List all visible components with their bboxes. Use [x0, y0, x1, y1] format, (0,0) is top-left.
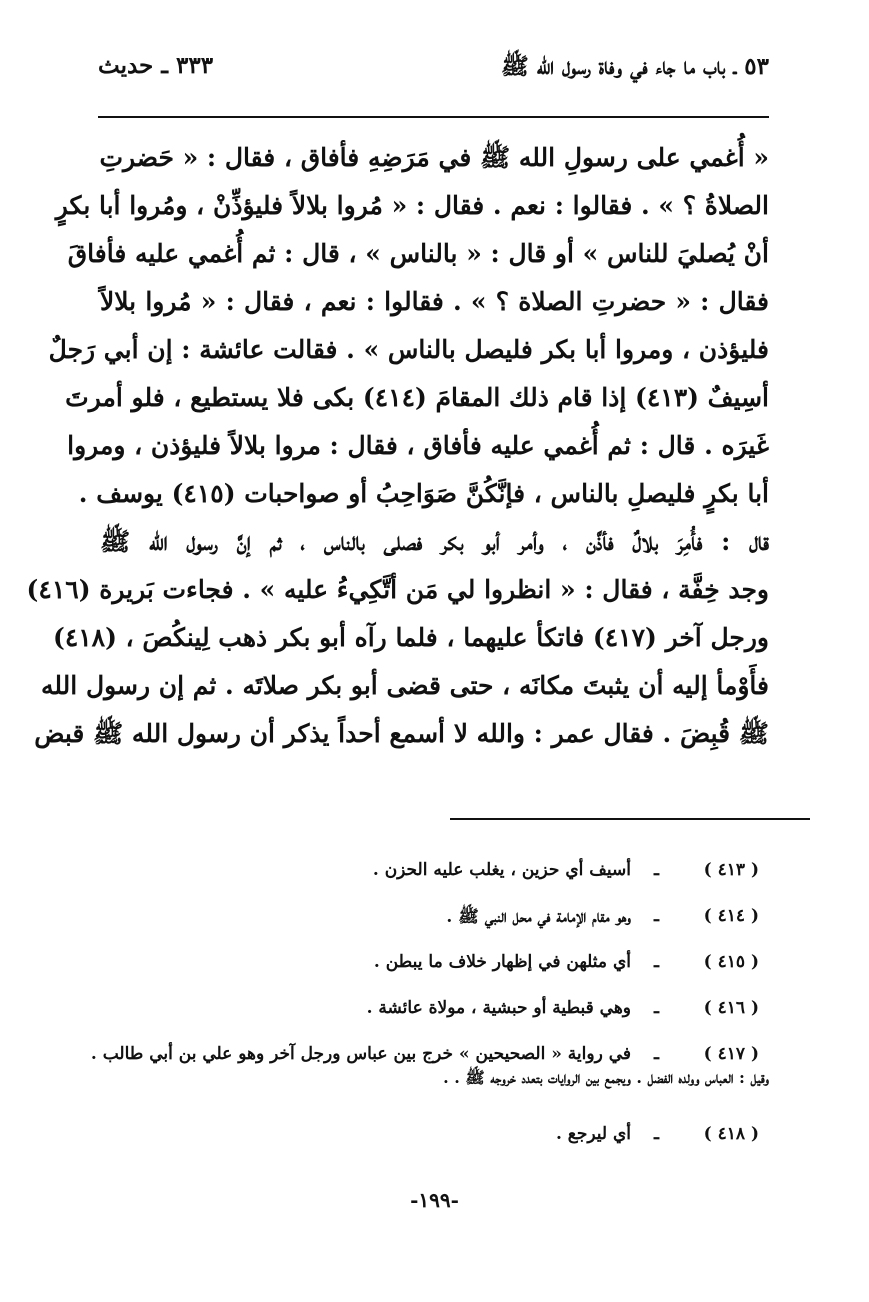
footnote-dash: ـ — [654, 1124, 659, 1144]
text-line: فأَوْمأ إليه أن يثبتَ مكانَه ، حتى قضى أبو بكر صلاتَه . ثم إن رسول الله — [41, 671, 769, 700]
footnote-number: ( ٤١٤ ) — [703, 906, 759, 926]
footnote-text: في رواية « الصحيحين » خرج بين عباس ورجل آخر وهو علي بن أبي طالب . — [90, 1044, 631, 1064]
footnote-text: وهي قبطية أو حبشية ، مولاة عائشة . — [366, 998, 631, 1018]
text-line: وجد خِفَّة ، فقال : « انظروا لي مَن أتَّكِيءُ عليه » . فجاءت بَريرة (٤١٦) — [26, 575, 769, 604]
text-line: فقال : « حضرتِ الصلاة ؟ » . فقالوا : نعم ، فقال : « مُروا بلالاً — [100, 287, 769, 316]
footnote-number: ( ٤١٧ ) — [703, 1044, 759, 1064]
footnote — [90, 1036, 769, 1116]
footnote-text: أي ليرجع . — [555, 1124, 631, 1144]
footnote-dash: ـ — [654, 1044, 659, 1064]
footnote-number: ( ٤١٥ ) — [703, 952, 759, 972]
header-divider — [98, 116, 769, 118]
footnote-number: ( ٤١٦ ) — [703, 998, 759, 1018]
hadith-text — [26, 134, 769, 758]
footnote-number: ( ٤١٨ ) — [703, 1124, 759, 1144]
footnote — [100, 1116, 769, 1162]
text-line: أنْ يُصليَ للناس » أو قال : « بالناس » ، قال : ثم أُغمي عليه فأفاقَ — [67, 239, 769, 268]
footnote — [100, 990, 769, 1036]
footnote-number: ( ٤١٣ ) — [703, 860, 759, 880]
text-line: أبا بكرٍ فليصلِ بالناس ، فإنَّكُنَّ صَوَاحِبُ أو صواحبات (٤١٥) يوسف . — [78, 479, 769, 508]
text-line: غَيرَه . قال : ثم أُغمي عليه فأفاق ، فقال : مروا بلالاً فليؤذن ، ومروا — [67, 431, 769, 460]
text-line: الصلاةُ ؟ » . فقالوا : نعم . فقال : « مُروا بلالاً فليؤذِّنْ ، ومُروا أبا بكرٍ — [55, 191, 769, 220]
running-header — [98, 52, 769, 92]
text-line: قال : فأُمِرَ بلالٌ فأذَّن ، وأمر أبو بكر فصلى بالناس ، ثم إنَّ رسول الله ﷺ — [100, 527, 769, 556]
chapter-title: ٥٣ ـ باب ما جاء في وفاة رسول الله ﷺ — [500, 53, 769, 80]
footnote — [100, 852, 769, 898]
footnote-text: أسيف أي حزين ، يغلب عليه الحزن . — [372, 860, 631, 880]
text-line: ورجل آخر (٤١٧) فاتكأ عليهما ، فلما رآه أبو بكر ذهب لِينكُصَ ، (٤١٨) — [52, 623, 769, 652]
footnote-dash: ـ — [654, 952, 659, 972]
footnote-dash: ـ — [654, 860, 659, 880]
footnote-divider — [450, 818, 810, 820]
text-line: فليؤذن ، ومروا أبا بكر فليصل بالناس » . فقالت عائشة : إن أبي رَجلٌ — [48, 335, 769, 364]
text-line: ﷺ قُبِضَ . فقال عمر : والله لا أسمع أحداً يذكر أن رسول الله ﷺ قبض — [34, 719, 769, 748]
footnote — [100, 944, 769, 990]
footnote-text: وهو مقام الإمامة في محل النبي ﷺ . — [446, 907, 631, 927]
footnote-continuation: وقيل : العباس وولده الفضل . ويجمع بين الروايات بتعدد خروجه ﷺ . . — [443, 1068, 769, 1087]
footnote — [100, 898, 769, 944]
text-line: « أُغمي على رسولِ الله ﷺ في مَرَضِهِ فأفاق ، فقال : « حَضرتِ — [99, 143, 769, 172]
footnotes — [90, 852, 769, 1162]
page-number: -١٩٩- — [410, 1188, 459, 1212]
footnote-text: أي مثلهن في إظهار خلاف ما يبطن . — [373, 952, 631, 972]
text-line: أسِيفٌ (٤١٣) إذا قام ذلك المقامَ (٤١٤) بكى فلا يستطيع ، فلو أمرتَ — [65, 383, 769, 412]
hadith-number: ٣٣٣ ـ حديث — [98, 52, 214, 79]
footnote-dash: ـ — [654, 998, 659, 1018]
footnote-dash: ـ — [654, 906, 659, 926]
